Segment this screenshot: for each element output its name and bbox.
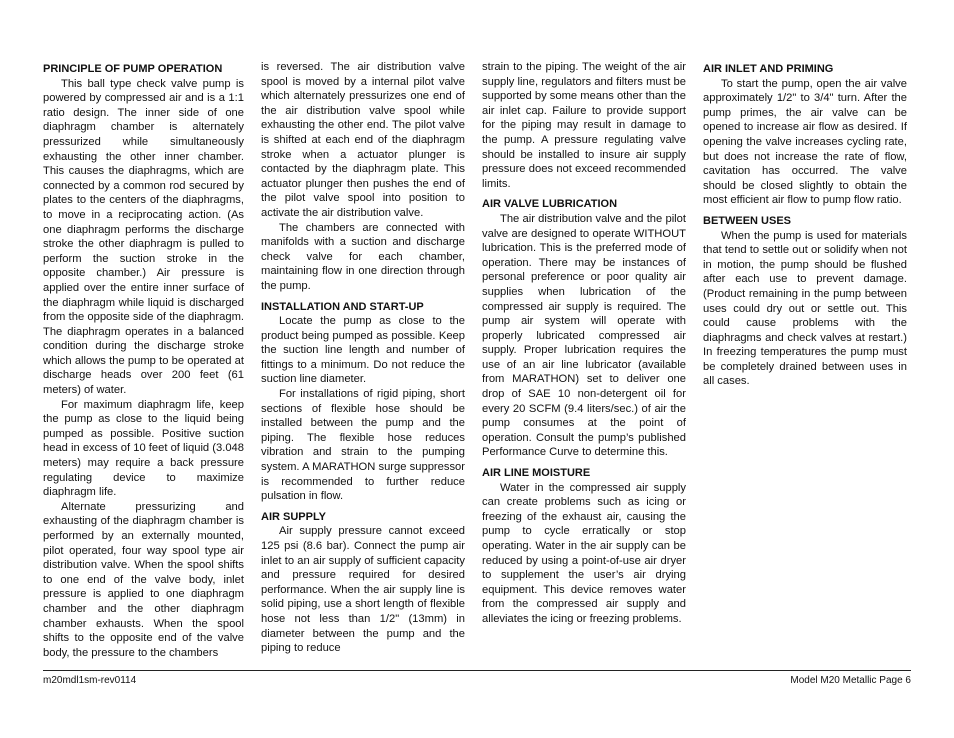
- section-heading: AIR LINE MOISTURE: [482, 467, 591, 480]
- text-columns: [43, 60, 911, 666]
- paragraph: is reversed. The air distribution valve spool is moved by a internal pilot valve which alternately pressurizes one end of the air distribution valve spool while exhausting the other end. The pilot valve is shifted at each end of the diaphragm stroke when a actuator plunger is contacted by the diaphragm plate. This actuator plunger then pushes the end of the pilot valve spool into position to activate the air distribution valve.: [261, 61, 465, 219]
- footer-divider: [43, 670, 911, 671]
- section-air-line-moisture: [482, 466, 686, 627]
- paragraph: Water in the compressed air supply can create problems such as icing or freezing of the exhaust air, causing the pump to cycle erratically or stop operating. Water in the air supply can be reduced by using a point-of-use air dryer to supplement the user’s air drying equipment. This device removes water from the compressed air supply and alleviates the icing or freezing problems.: [482, 481, 686, 625]
- section-heading: BETWEEN USES: [703, 214, 792, 227]
- section-air-supply: [261, 510, 465, 656]
- paragraph: Air supply pressure cannot exceed 125 psi (8.6 bar). Connect the pump air inlet to an air supply of sufficient capacity and pressure required for desired performance. When the air supply line is solid piping, use a short length of flexible hose not less than 1/2" (13mm) in diameter between the pump and the piping to reduce: [261, 525, 465, 655]
- section-principle-of-operation: [43, 62, 244, 660]
- paragraph: Alternate pressurizing and exhausting of the diaphragm chamber is performed by an externally mounted, pilot operated, four way spool type air distribution valve. When the spool shifts to one end of the valve body, inlet pressure is applied to one diaphragm chamber and the other diaphragm chamber exhausts. When the spool shifts to the opposite end of the valve body, the pressure to the chambers: [43, 500, 244, 659]
- section-heading: INSTALLATION AND START-UP: [261, 300, 424, 313]
- section-between-uses: [703, 214, 907, 389]
- paragraph: To start the pump, open the air valve approximately 1/2" to 3/4" turn. After the pump primes, the air valve can be opened to increase air flow as desired. If opening the valve increases cycling rate, but does not increase the rate of flow, cavitation has occurred. The valve should be closed slightly to obtain the most efficient air flow to pump flow ratio.: [703, 77, 907, 207]
- paragraph: For installations of rigid piping, short sections of flexible hose should be installed between the pump and the piping. The flexible hose reduces vibration and strain to the pumping system. A MARATHON surge suppressor is recommended to further reduce pulsation in flow.: [261, 388, 465, 503]
- paragraph: This ball type check valve pump is powered by compressed air and is a 1:1 ratio design. The inner side of one diaphragm chamber is alternately pressurized while simultaneously exhausting the other inner chamber. This causes the diaphragms, which are connected by a common rod secured by plates to the centers of the diaphragms, to move in a reciprocating action. (As one diaphragm performs the discharge stroke the other diaphragm is pulled to perform the suction stroke in the opposite chamber.) Air pressure is applied over the entire inner surface of the diaphragm while liquid is discharged from the opposite side of the diaphragm. The diaphragm operates in a balanced condition during the discharge stroke which allows the pump to be operated at discharge heads over 200 feet (61 meters) of water.: [43, 77, 244, 397]
- paragraph: The air distribution valve and the pilot valve are designed to operate WITHOUT lubrication. This is the preferred mode of operation. There may be instances of personal preference or poor quality air supplies when lubrication of the compressed air supply is required. The pump air system will operate with properly lubricated compressed air supply. Proper lubrication requires the use of an air line lubricator (available from MARATHON) set to deliver one drop of SAE 10 non-detergent oil for every 20 SCFM (9.4 liters/sec.) of air the pump consumes at the point of operation. Consult the pump’s published Performance Curve to determine this.: [482, 212, 686, 459]
- paragraph: For maximum diaphragm life, keep the pump as close to the liquid being pumped as possible. Positive suction head in excess of 10 feet of liquid (3.048 meters) may require a back pressure regulating device to maximize diaphragm life.: [43, 398, 244, 499]
- page-label: Model M20 Metallic Page 6: [790, 675, 911, 686]
- paragraph: strain to the piping. The weight of the air supply line, regulators and filters must be supported by some means other than the air inlet cap. Failure to provide support for the piping may result in damage to the pump. A pressure regulating valve should be installed to insure air supply pressure does not exceed recommended limits.: [482, 61, 686, 190]
- paragraph: When the pump is used for materials that tend to settle out or solidify when not in motion, the pump should be flushed after each use to prevent damage. (Product remaining in the pump between uses could dry out or settle out. This could cause problems with the diaphragms and check valves at restart.) In freezing temperatures the pump must be completely drained between uses in all cases.: [703, 229, 907, 388]
- section-air-inlet-priming: [703, 62, 907, 208]
- section-heading: AIR VALVE LUBRICATION: [482, 198, 618, 211]
- section-air-valve-lubrication: [482, 197, 686, 460]
- paragraph: The chambers are connected with manifolds with a suction and discharge check valve for each chamber, maintaining flow in one direction through the pump.: [261, 221, 465, 292]
- section-heading: AIR INLET AND PRIMING: [703, 63, 834, 75]
- column-1: [43, 60, 244, 666]
- column-3: [482, 60, 686, 666]
- section-installation: [261, 300, 465, 504]
- section-heading: PRINCIPLE OF PUMP OPERATION: [43, 63, 223, 75]
- section-heading: AIR SUPPLY: [261, 510, 327, 523]
- paragraph: Locate the pump as close to the product being pumped as possible. Keep the suction line length and number of fittings to a minimum. Do not reduce the suction line diameter.: [261, 315, 465, 386]
- section-continued: [261, 60, 465, 294]
- section-continued: [482, 60, 686, 191]
- document-code: m20mdl1sm-rev0114: [43, 675, 137, 686]
- column-2: [261, 60, 465, 666]
- column-4: [703, 60, 907, 666]
